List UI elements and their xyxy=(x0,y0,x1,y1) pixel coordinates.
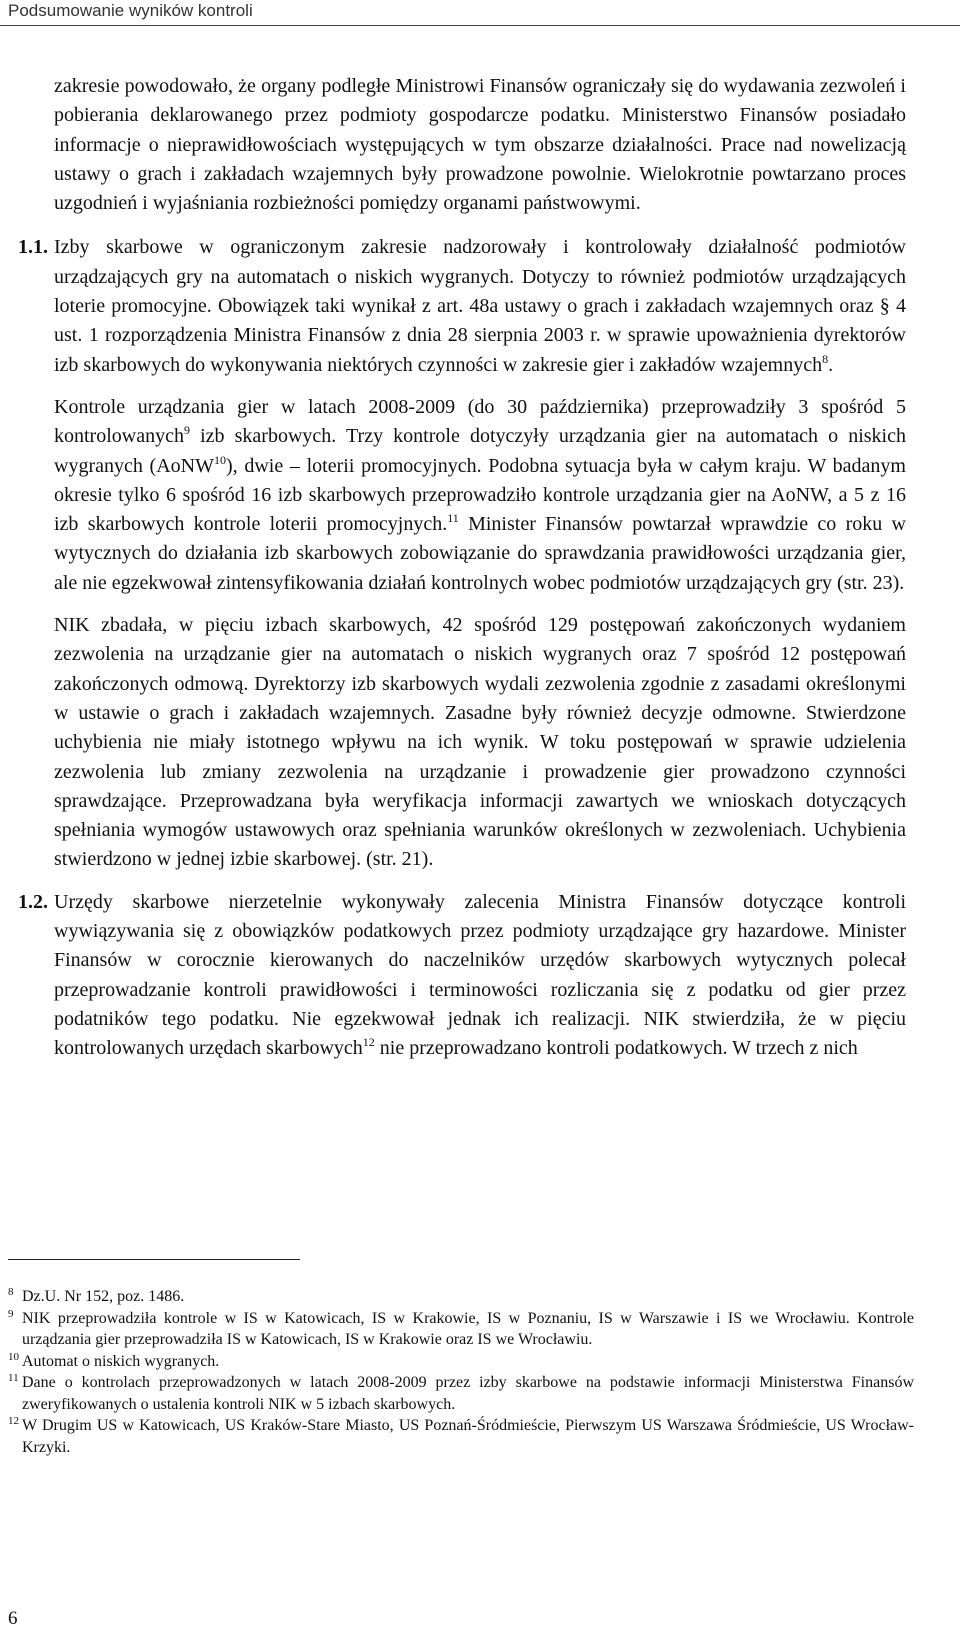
main-text xyxy=(18,72,906,1064)
footnote-text: NIK przeprowadziła kontrole w IS w Katowicach, IS w Krakowie, IS w Poznaniu, IS w Warszawie i IS we Wrocławiu. Kontrole urządzania gier przeprowadziła IS w Katowicach, IS w Krakowie oraz IS we Wrocławiu. xyxy=(22,1309,914,1348)
footnotes xyxy=(8,1286,914,1458)
section-1-1 xyxy=(8,233,906,379)
footnote-number: 12 xyxy=(8,1415,19,1427)
footnote xyxy=(8,1415,914,1458)
footnote-ref[interactable]: 12 xyxy=(362,1035,375,1050)
footnote-number: 10 xyxy=(8,1350,19,1363)
section-number: 1.2. xyxy=(18,890,48,913)
running-header xyxy=(0,0,960,26)
text-run: Minister Finansów powtarzał wprawdzie co roku w wytycznych do działania izb skarbowych zobowiązanie do sprawdzania prawidłowości urządzania gier, ale nie egzekwował zintensyfikowania działań kontrolnych wobec podmiotów urządzających gry (str. 23). xyxy=(54,513,906,594)
footnote xyxy=(8,1286,914,1308)
footnote xyxy=(8,1351,914,1373)
paragraph-intro: zakresie powodowało, że organy podległe Ministrowi Finansów ograniczały się do wydawania zezwoleń i pobierania deklarowanego przez podmioty gospodarcze podatku. Ministerstwo Finansów posiadało informacje o nieprawidłowościach występujących w tym obszarze działalności. Prace nad nowelizacją ustawy o grach i zakładach wzajemnych były prowadzone powolnie. Wielokrotnie powtarzano proces uzgodnień i wyjaśniania rozbieżności pomiędzy organami państwowymi. xyxy=(54,75,906,215)
footnote-text: W Drugim US w Katowicach, US Kraków-Stare Miasto, US Poznań-Śródmieście, Pierwszym US Warszawa Śródmieście, US Wrocław-Krzyki. xyxy=(22,1417,914,1456)
text-run: . xyxy=(828,353,834,376)
header-title: Podsumowanie wyników kontroli xyxy=(8,1,253,20)
footnote-ref[interactable]: 11 xyxy=(447,511,459,526)
paragraph-nik: NIK zbadała, w pięciu izbach skarbowych, 42 spośród 129 postępowań zakończonych wydaniem zezwolenia na urządzanie gier na automatach o niskich wygranych oraz 7 spośród 12 postępowań zakończonych odmową. Dyrektorzy izb skarbowych wydali zezwolenia zgodnie z zasadami określonymi w ustawie o grach i zakładach wzajemnych. Zasadne były również decyzje odmowne. Stwierdzone uchybienia nie miały istotnego wpływu na ich wynik. W toku postępowań w sprawie udzielenia zezwolenia lub zmiany zezwolenia na urządzanie i prowadzenie gier prowadzono czynności sprawdzające. Przeprowadzana była weryfikacja informacji zawartych we wnioskach dotyczących spełniania wymogów ustawowych oraz spełniania warunków określonych w zezwoleniach. Uchybienia stwierdzono w jednej izbie skarbowej. (str. 21). xyxy=(54,614,906,871)
footnote-number: 8 xyxy=(8,1286,14,1298)
footnote-number: 11 xyxy=(8,1372,19,1384)
footnote-text: Dane o kontrolach przeprowadzonych w latach 2008-2009 przez izby skarbowe na podstawie informacji Ministerstwa Finansów zweryfikowanych o ustalenia kontroli NIK w 5 izbach skarbowych. xyxy=(22,1374,914,1413)
footnote-number: 9 xyxy=(8,1307,14,1320)
text-run: ), dwie – loterii promocyjnych. Podobna sytuacja była w całym kraju. W badanym okresie tylko 6 spośród 16 izb skarbowych przeprowadziło kontrole urządzania gier na AoNW, a 5 z 16 izb skarbowych kontrole loterii promocyjnych. xyxy=(54,454,906,536)
page-number: 6 xyxy=(8,1608,18,1629)
footnote-ref[interactable]: 10 xyxy=(213,452,226,467)
section-1-2 xyxy=(8,888,906,1064)
text-run: Izby skarbowe w ograniczonym zakresie nadzorowały i kontrolowały działalność podmiotów urządzających gry na automatach o niskich wygranych. Dotyczy to również podmiotów urządzających loterie promocyjne. Obowiązek taki wynikał z art. 48a ustawy o grach i zakładach wzajemnych oraz § 4 ust. 1 rozporządzenia Ministra Finansów z dnia 28 sierpnia 2003 r. w sprawie upoważnienia dyrektorów izb skarbowych do wykonywania niektórych czynności w zakresie gier i zakładów wzajemnych xyxy=(54,236,906,376)
text-run: izb skarbowych. Trzy kontrole dotyczyły urządzania gier na automatach o niskich wygranych (AoNW xyxy=(54,425,906,477)
footnote-divider xyxy=(8,1259,300,1260)
footnote-ref[interactable]: 8 xyxy=(822,351,829,366)
text-run: Kontrole urządzania gier w latach 2008-2009 (do 30 października) przeprowadziły 3 spośród 5 kontrolowanych xyxy=(54,395,906,448)
section-number: 1.1. xyxy=(18,236,48,259)
paragraph-controls xyxy=(54,393,906,598)
footnote-text: Dz.U. Nr 152, poz. 1486. xyxy=(22,1288,185,1305)
footnote-ref[interactable]: 9 xyxy=(183,423,190,438)
text-run: Urzędy skarbowe nierzetelnie wykonywały zalecenia Ministra Finansów dotyczące kontroli wywiązywania się z obowiązków podatkowych przez podmioty urządzające gry hazardowe. Minister Finansów w corocznie kierowanych do naczelników urzędów skarbowych wytycznych polecał przeprowadzanie kontroli prawidłowości i terminowości rozliczania się z podatku od gier przez podatników tego podatku. Nie egzekwował jednak ich realizacji. NIK stwierdziła, że w pięciu kontrolowanych urzędach skarbowych xyxy=(54,890,906,1060)
section-text xyxy=(48,233,906,379)
text-run: nie przeprowadzano kontroli podatkowych. W trzech z nich xyxy=(374,1037,858,1060)
footnote xyxy=(8,1308,914,1351)
section-text xyxy=(48,888,906,1064)
footnote-text: Automat o niskich wygranych. xyxy=(22,1352,220,1370)
footnote xyxy=(8,1372,914,1415)
